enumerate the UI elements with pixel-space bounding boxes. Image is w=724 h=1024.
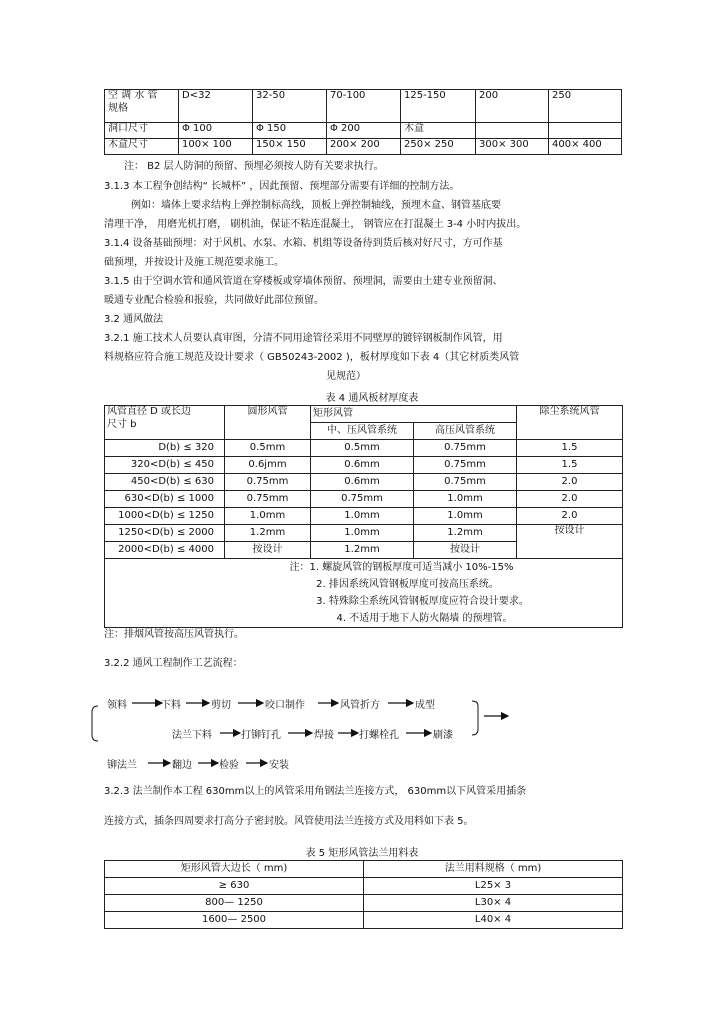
table-cell: D<32	[179, 90, 253, 123]
table-row	[105, 878, 623, 895]
note-b2: 注： B2 层人防洞的预留、预埋必须按人防有关要求执行。	[124, 161, 384, 172]
table-cell: Φ 200	[327, 123, 401, 139]
table-row	[105, 895, 623, 912]
flange-material-table	[104, 860, 623, 929]
table-cell: 1.0mm	[225, 508, 311, 525]
para-313-line2: 例如：墙体上要求结构上弹控制标高线，顶板上弹控制轴线，预埋木盒、钢管基底要	[131, 200, 501, 211]
table4-caption: 表 4 通风板材厚度表	[325, 393, 419, 404]
table-cell: 2000<D(b) ≤ 4000	[105, 542, 225, 559]
table-cell: Φ 100	[179, 123, 253, 139]
table-cell: 1.2mm	[311, 542, 414, 559]
table-cell: L30× 4	[364, 895, 623, 912]
table-cell: 630<D(b) ≤ 1000	[105, 491, 225, 508]
table-cell: 1.5	[517, 457, 623, 474]
table-cell: 0.75mm	[414, 457, 517, 474]
table-cell: 木盒尺寸	[105, 139, 179, 155]
para-313-line3: 清理干净， 用磨光机打磨， 刷机油，保证不粘连混凝土， 钢管应在打混凝土 3-4 小时内拔出。	[104, 219, 527, 230]
table-cell: 按设计	[414, 542, 517, 559]
table-cell: 0.6jmm	[225, 457, 311, 474]
flow-step: 成型	[415, 700, 435, 711]
flow-step: 焊接	[314, 730, 334, 741]
table-cell: 450<D(b) ≤ 630	[105, 474, 225, 491]
flow-step: 打螺栓孔	[359, 730, 399, 741]
table-cell: 1.2mm	[225, 525, 311, 542]
para-314-line2: 础预埋，并按设计及施工规范要求施工。	[104, 257, 284, 268]
flow-step: 刷漆	[433, 730, 453, 741]
flow-step: 剪切	[211, 700, 231, 711]
para-321-line1: 3.2.1 施工技术人员要认真审图，分清不同用途管径采用不同壁厚的镀锌钢板制作风管，用	[104, 333, 503, 344]
table-cell: 0.6mm	[311, 474, 414, 491]
table-cell: L40× 4	[364, 912, 623, 929]
table-cell: 1.0mm	[414, 508, 517, 525]
table-cell: 100× 100	[179, 139, 253, 155]
table4-note-2: 2. 排因系统风管钢板厚度可按高压系统。	[316, 579, 499, 590]
header-round-duct: 圆形风管	[225, 406, 311, 440]
table-cell: 1.0mm	[414, 491, 517, 508]
table-cell: 0.75mm	[414, 440, 517, 457]
table-cell: 320<D(b) ≤ 450	[105, 457, 225, 474]
table-cell: 300× 300	[476, 139, 549, 155]
table-cell: 32-50	[253, 90, 327, 123]
table4-footnote: 注：排烟风管按高压风管执行。	[104, 629, 244, 640]
flow-step: 法兰下料	[172, 730, 212, 741]
table-cell: 0.5mm	[225, 440, 311, 457]
table-cell: 1.5	[517, 440, 623, 457]
para-323-line2: 连接方式，插条四周要求打高分子密封胶。风管使用法兰连接方式及用料如下表 5。	[104, 816, 474, 827]
table-cell: 1250<D(b) ≤ 2000	[105, 525, 225, 542]
table-cell: 0.75mm	[414, 474, 517, 491]
table-cell: 木盒	[401, 123, 476, 139]
table-cell: 0.6mm	[311, 457, 414, 474]
table-cell: 2.0	[517, 508, 623, 525]
flow-step: 翻边	[172, 760, 192, 771]
table-row	[105, 912, 623, 929]
flow-step: 铆法兰	[107, 760, 137, 771]
table-cell: D(b) ≤ 320	[105, 440, 225, 457]
flow-bracket-right	[472, 701, 478, 735]
table-header-row	[105, 861, 623, 878]
table-cell: 70-100	[327, 90, 401, 123]
para-313-line1: 3.1.3 本工程争创结构“ 长城杯” ，因此预留、预埋部分需要有详细的控制方法。	[104, 181, 460, 192]
flow-bracket-left	[92, 706, 98, 741]
table-cell: 200× 200	[327, 139, 401, 155]
table-cell: 1.0mm	[311, 508, 414, 525]
table-cell: Φ 150	[253, 123, 327, 139]
para-322: 3.2.2 通风工程制作工艺流程：	[104, 658, 243, 669]
table-cell: 200	[476, 90, 549, 123]
table-cell: 250× 250	[401, 139, 476, 155]
table-cell: 1.2mm	[414, 525, 517, 542]
para-314-line1: 3.1.4 设备基础预埋：对于风机、水泵、水箱、机组等设备待到货后核对好尺寸，方可作基	[104, 238, 503, 249]
header-rect-duct: 矩形风管	[311, 406, 517, 423]
table-cell: 125-150	[401, 90, 476, 123]
flow-step: 咬口制作	[265, 700, 305, 711]
header-mid-pressure: 中、压风管系统	[311, 423, 414, 440]
flow-step: 打铆钉孔	[241, 730, 281, 741]
table-cell: 1600— 2500	[105, 912, 364, 929]
table-cell: 800— 1250	[105, 895, 364, 912]
table4-note-4: 4. 不适用于地下人防火隔墙 的预埋管。	[336, 613, 513, 624]
para-321-line3: 见规范）	[326, 371, 366, 382]
table-cell: 1000<D(b) ≤ 1250	[105, 508, 225, 525]
table-cell: ≥ 630	[105, 878, 364, 895]
table-cell: 0.75mm	[225, 474, 311, 491]
table-cell: 洞口尺寸	[105, 123, 179, 139]
table-cell: 空 调 水 管 规格	[105, 90, 179, 123]
flow-step: 安装	[269, 760, 289, 771]
table-cell: 250	[549, 90, 622, 123]
para-323-line1: 3.2.3 法兰制作本工程 630mm以上的风管采用角钢法兰连接方式， 630mm以下风管采用插条	[104, 786, 527, 797]
table-cell: 按设计	[517, 525, 623, 559]
table-cell: 0.5mm	[311, 440, 414, 457]
table-cell: 0.75mm	[225, 491, 311, 508]
header-dust-duct: 除尘系统风管	[517, 406, 623, 440]
header-long-side: 矩形风管大边长（ mm)	[105, 861, 364, 878]
para-315-line2: 暖通专业配合检验和报验，共同做好此部位预留。	[104, 295, 324, 306]
table-cell: 1.0mm	[311, 525, 414, 542]
table5-caption: 表 5 矩形风管法兰用料表	[305, 848, 419, 859]
table4-note-1: 注：1. 螺旋风管的钢板厚度可适当减小 10%-15%	[289, 562, 514, 573]
section-heading-32: 3.2 通风做法	[104, 314, 164, 325]
header-high-pressure: 高压风管系统	[414, 423, 517, 440]
flow-step: 检验	[219, 760, 239, 771]
table-cell: 2.0	[517, 474, 623, 491]
para-321-line2: 料规格应符合施工规范及设计要求（ GB50243-2002 )，板材厚度如下表 4（其它材质类风管	[104, 352, 520, 363]
flow-step: 风管折方	[340, 700, 380, 711]
flow-step: 下料	[161, 700, 181, 711]
header-flange-spec: 法兰用料规格（ mm)	[364, 861, 623, 878]
table-cell: 0.75mm	[311, 491, 414, 508]
para-315-line1: 3.1.5 由于空调水管和通风管道在穿楼板或穿墙体预留、预埋洞，需要由土建专业预留洞、	[104, 276, 503, 287]
table-cell: 400× 400	[549, 139, 622, 155]
header-size: 风管直径 D 或长边 尺寸 b	[105, 406, 225, 440]
flow-step: 领料	[107, 700, 127, 711]
table-cell: 按设计	[225, 542, 311, 559]
table-cell: 150× 150	[253, 139, 327, 155]
table-cell: L25× 3	[364, 878, 623, 895]
table4-note-3: 3. 特殊除尘系统风管钢板厚度应符合设计要求。	[316, 596, 529, 607]
table-cell: 2.0	[517, 491, 623, 508]
